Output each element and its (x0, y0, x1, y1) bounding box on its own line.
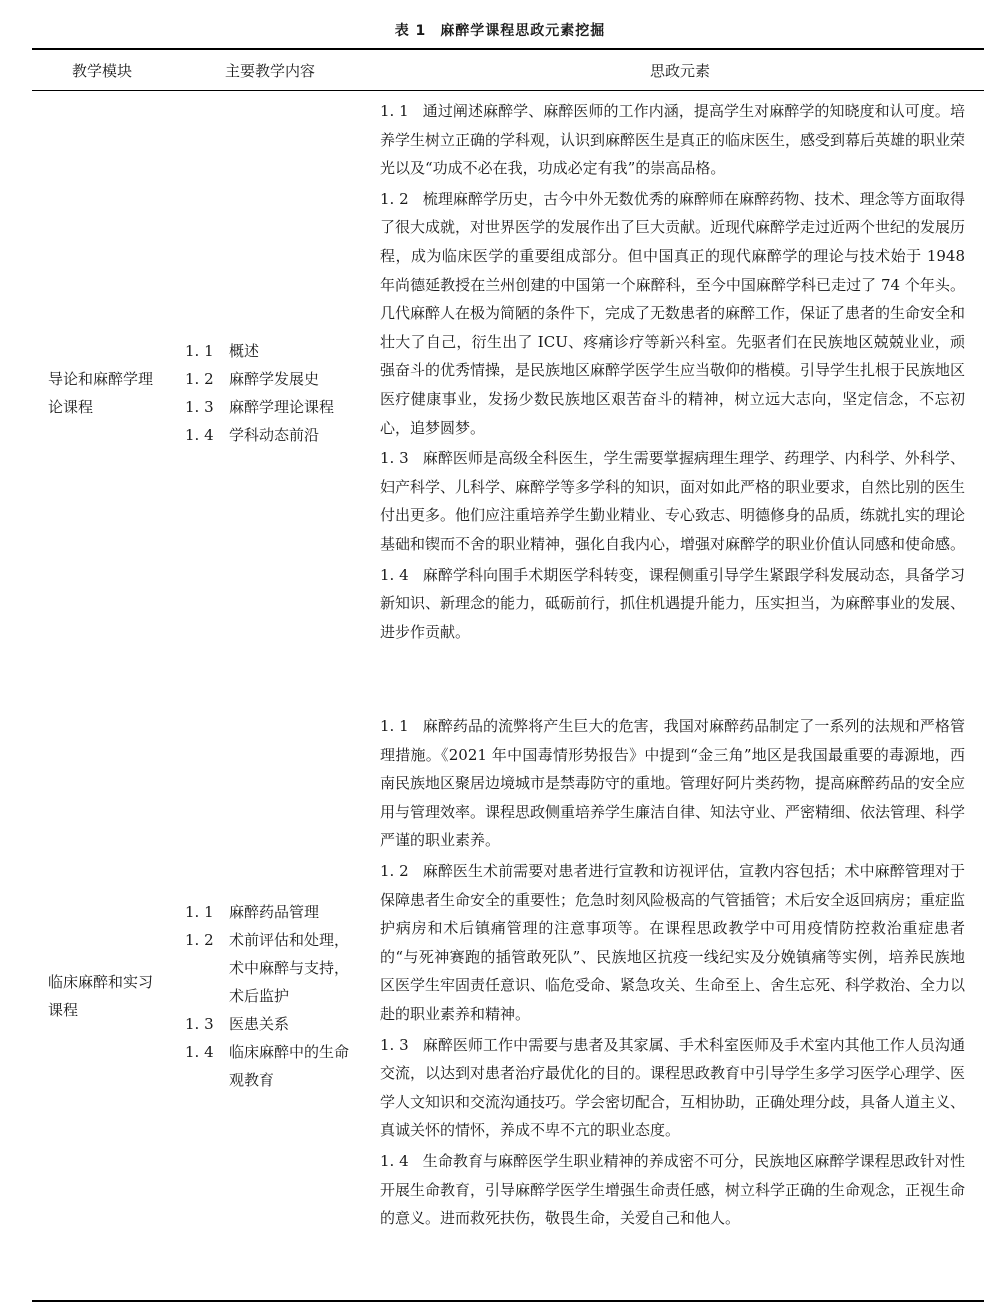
element-text: 麻醉学科向围手术期医学科转变，课程侧重引导学生紧跟学科发展动态，具备学习新知识、新理念的能力，砥砺前行，抓住机遇提升能力，压实担当，为麻醉事业的发展、进步作贡献。 (380, 565, 966, 641)
content-text: 术前评估和处理，术中麻醉与支持，术后监护 (229, 931, 350, 1005)
header-content: 主要教学内容 (224, 62, 315, 80)
content-item (185, 365, 360, 393)
element-text: 麻醉药品的流弊将产生巨大的危害，我国对麻醉药品制定了一系列的法规和严格管理措施。《2021 年中国毒情形势报告》中提到“金三角”地区是我国最重要的毒源地，西南民族地区聚居边境城市是禁毒防守的重地。管理好阿片类药物，提高麻醉药品的安全应用与管理效率。课程思政侧重培养学生廉洁自律、知法守业、严密精细、依法管理、科学严谨的职业素养。 (380, 717, 966, 850)
element-paragraph (380, 857, 965, 1029)
row2-contents (185, 898, 360, 1094)
element-number: 1. 3 (380, 1035, 409, 1054)
element-text: 梳理麻醉学历史，古今中外无数优秀的麻醉师在麻醉药物、技术、理念等方面取得了很大成就，对世界医学的发展作出了巨大贡献。近现代麻醉学走过近两个世纪的发展历程，成为临床医学的重要组成部分。但中国真正的现代麻醉学的理论与技术始于 1948 年尚德延教授在兰州创建的中国第一个麻醉科，至今中国麻醉学科已走过了 74 个年头。几代麻醉人在极为简陋的条件下，完成了无数患者的麻醉工作，保证了患者的生命安全和壮大了自己，衍生出了 ICU、疼痛诊疗等新兴科室。先驱者们在民族地区兢兢业业，顽强奋斗的优秀情操，是民族地区麻醉学医学生应当敬仰的楷模。引导学生扎根于民族地区医疗健康事业，发扬少数民族地区艰苦奋斗的精神，树立远大志向，坚定信念，不忘初心，追梦圆梦。 (380, 189, 966, 437)
table-header-rule (32, 90, 984, 91)
table-caption (0, 20, 1000, 40)
content-number: 1. 1 (185, 903, 214, 921)
element-number: 1. 4 (380, 565, 409, 584)
content-number: 1. 4 (185, 426, 214, 444)
content-item (185, 421, 360, 449)
table-top-rule (32, 48, 984, 50)
header-elements: 思政元素 (649, 62, 710, 80)
element-number: 1. 4 (380, 1151, 409, 1170)
element-paragraph (380, 444, 965, 558)
content-text: 医患关系 (229, 1015, 290, 1033)
content-item (185, 1038, 360, 1094)
content-number: 1. 1 (185, 342, 214, 360)
content-text: 麻醉药品管理 (229, 903, 320, 921)
content-number: 1. 2 (185, 931, 214, 949)
row2-elements (380, 712, 965, 1235)
element-text: 通过阐述麻醉学、麻醉医师的工作内涵，提高学生对麻醉学的知晓度和认可度。培养学生树立正确的学科观，认识到麻醉医生是真正的临床医生，感受到幕后英雄的职业荣光以及“功成不必在我，功成必定有我”的崇高品格。 (380, 102, 966, 178)
element-number: 1. 2 (380, 861, 409, 880)
content-number: 1. 2 (185, 370, 214, 388)
content-number: 1. 3 (185, 398, 214, 416)
element-paragraph (380, 712, 965, 855)
content-text: 临床麻醉中的生命观教育 (229, 1043, 350, 1089)
element-paragraph (380, 185, 965, 442)
content-item (185, 393, 360, 421)
element-paragraph (380, 1031, 965, 1145)
content-number: 1. 4 (185, 1043, 214, 1061)
element-number: 1. 2 (380, 189, 409, 208)
row1-contents (185, 337, 360, 449)
row2-module: 临床麻醉和实习课程 (48, 973, 154, 1019)
content-text: 学科动态前沿 (229, 426, 320, 444)
element-number: 1. 1 (380, 717, 409, 735)
row1-elements (380, 97, 965, 648)
content-text: 麻醉学理论课程 (229, 398, 335, 416)
element-text: 麻醉医生术前需要对患者进行宣教和访视评估，宣教内容包括；术中麻醉管理对于保障患者生命安全的重要性；危急时刻风险极高的气管插管；术后安全返回病房；重症监护病房和术后镇痛管理的注意事项等。在课程思政教学中可用疫情防控救治重症患者的“与死神赛跑的插管敢死队”、民族地区抗疫一线纪实及分娩镇痛等实例，培养民族地区医学生牢固责任意识、临危受命、紧急攻关、生命至上、舍生忘死、科学救治、全力以赴的职业素养和精神。 (380, 861, 966, 1023)
element-paragraph (380, 1147, 965, 1233)
content-number: 1. 3 (185, 1015, 214, 1033)
content-item (185, 926, 360, 1010)
content-item (185, 337, 360, 365)
content-item (185, 898, 360, 926)
element-text: 麻醉医师工作中需要与患者及其家属、手术科室医师及手术室内其他工作人员沟通交流，以达到对患者治疗最优化的目的。课程思政教育中引导学生多学习医学心理学、医学人文知识和交流沟通技巧。学会密切配合，互相协助，正确处理分歧，具备人道主义、真诚关怀的情怀，养成不卑不亢的职业态度。 (380, 1035, 966, 1140)
content-text: 概述 (229, 342, 260, 360)
table-number: 表 1 (394, 23, 427, 39)
element-text: 生命教育与麻醉医学生职业精神的养成密不可分，民族地区麻醉学课程思政针对性开展生命教育，引导麻醉学医学生增强生命责任感，树立科学正确的生命观念，正视生命的意义。进而救死扶伤，敬畏生命，关爱自己和他人。 (380, 1151, 966, 1228)
table-title: 麻醉学课程思政元素挖掘 (440, 23, 606, 39)
element-text: 麻醉医师是高级全科医生，学生需要掌握病理生理学、药理学、内科学、外科学、妇产科学、儿科学、麻醉学等多学科的知识，面对如此严格的职业要求，自然比别的医生付出更多。他们应注重培养学生勤业精业、专心致志、明德修身的品质，练就扎实的理论基础和锲而不舍的职业精神，强化自我内心，增强对麻醉学的职业价值认同感和使命感。 (380, 449, 966, 553)
table-bottom-rule (32, 1300, 984, 1302)
row1-module: 导论和麻醉学理论课程 (48, 370, 154, 416)
element-number: 1. 1 (380, 102, 409, 120)
element-paragraph (380, 97, 965, 183)
content-text: 麻醉学发展史 (229, 370, 320, 388)
element-paragraph (380, 561, 965, 647)
header-module: 教学模块 (71, 62, 132, 80)
content-item (185, 1010, 360, 1038)
element-number: 1. 3 (380, 449, 409, 468)
